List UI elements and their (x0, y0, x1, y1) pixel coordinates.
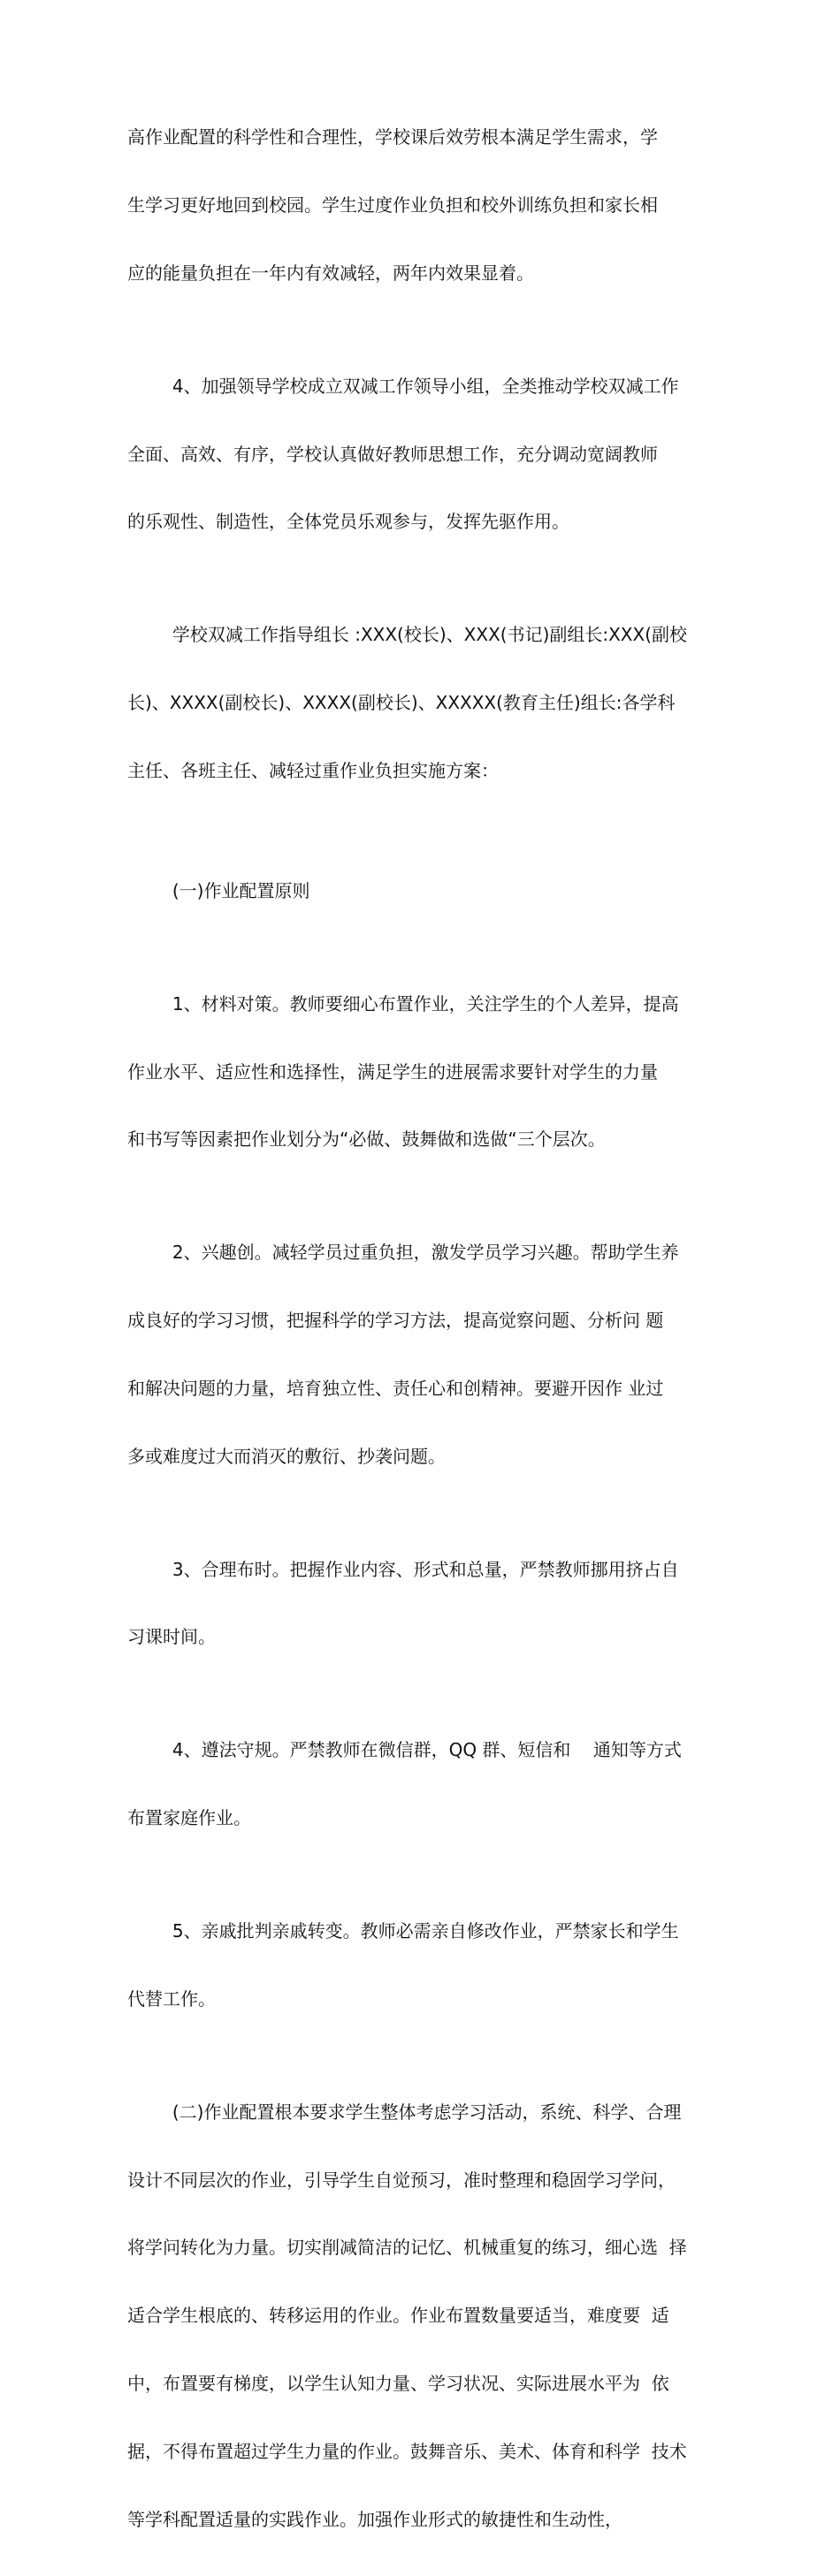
paragraph-principle-5 (127, 1875, 720, 2056)
text-line: 作业水平、适应性和选择性，满足学生的进展需求要针对学生的力量 (127, 1060, 658, 1083)
text-line: 2、兴趣创。减轻学员过重负担，激发学员学习兴趣。帮助学生养 (127, 1242, 679, 1264)
text-line: 习课时间。 (127, 1626, 216, 1648)
text-line: 主任、各班主任、减轻过重作业负担实施方案： (127, 759, 499, 781)
document-body (127, 81, 720, 2576)
paragraph-intro (127, 81, 720, 331)
text-line: 学校双减工作指导组长 :XXX(校长)、XXX(书记)副组长:XXX(副校 (127, 624, 688, 646)
text-line: 5、亲戚批判亲戚转变。教师必需亲自修改作业，严禁家长和学生 (127, 1920, 679, 1942)
paragraph-team (127, 579, 720, 828)
text-line: 代替工作。 (127, 1987, 216, 2010)
text-line: 4、加强领导学校成立双减工作领导小组，全类推动学校双减工作 (127, 375, 679, 397)
section-heading: (一)作业配置原则 (127, 879, 310, 901)
text-line: 高作业配置的科学性和合理性，学校课后效劳根本满足学生需求，学 (127, 126, 658, 148)
paragraph-principle-2 (127, 1197, 720, 1513)
text-line: 中，布置要有梯度，以学生认知力量、学习状况、实际进展水平为 依 (127, 2372, 669, 2394)
text-line: 和书写等因素把作业划分为“必做、鼓舞做和选做“三个层次。 (127, 1128, 606, 1151)
paragraph-leadership (127, 331, 720, 580)
section-heading-principles (127, 835, 720, 948)
paragraph-principle-4 (127, 1694, 720, 1875)
text-line: 全面、高效、有序，学校认真做好教师思想工作，充分调动宽阔教师 (127, 443, 658, 465)
paragraph-spacer (127, 828, 720, 835)
paragraph-requirements (127, 2056, 720, 2576)
text-line: 多或难度过大而消灭的敷衍、抄袭问题。 (127, 1445, 446, 1467)
text-line: (二)作业配置根本要求学生整体考虑学习活动，系统、科学、合理 (127, 2101, 682, 2123)
text-line: 和解决问题的力量，培育独立性、责任心和创精神。要避开因作 业过 (127, 1377, 664, 1399)
text-line: 设计不同层次的作业，引导学生自觉预习，准时整理和稳固学习学问， (127, 2169, 676, 2191)
text-line: 的乐观性、制造性，全体党员乐观参与，发挥先驱作用。 (127, 511, 569, 533)
paragraph-principle-3 (127, 1513, 720, 1694)
text-line: 1、材料对策。教师要细心布置作业，关注学生的个人差异，提高 (127, 992, 679, 1014)
text-line: 据，不得布置超过学生力量的作业。鼓舞音乐、美术、体育和科学 技术 (127, 2440, 687, 2462)
text-line: 适合学生根底的、转移运用的作业。作业布置数量要适当，难度要 适 (127, 2305, 669, 2327)
text-line: 成良好的学习习惯，把握科学的学习方法，提高觉察问题、分析问 题 (127, 1310, 664, 1332)
text-line: 3、合理布时。把握作业内容、形式和总量，严禁教师挪用挤占自 (127, 1558, 679, 1580)
text-line: 等学科配置适量的实践作业。加强作业形式的敏捷性和生动性， (127, 2508, 622, 2530)
text-line: 布置家庭作业。 (127, 1807, 251, 1829)
text-line: 将学问转化为力量。切实削减简洁的记忆、机械重复的练习，细心选 择 (127, 2237, 687, 2259)
text-line: 长)、XXXX(副校长)、XXXX(副校长)、XXXXX(教育主任)组长:各学科 (127, 692, 676, 714)
text-line: 应的能量负担在一年内有效减轻，两年内效果显着。 (127, 262, 534, 284)
text-line: 4、遵法守规。严禁教师在微信群，QQ 群、短信和 通知等方式 (127, 1739, 682, 1761)
text-line: 生学习更好地回到校园。学生过度作业负担和校外训练负担和家长相 (127, 194, 658, 216)
paragraph-principle-1 (127, 948, 720, 1197)
